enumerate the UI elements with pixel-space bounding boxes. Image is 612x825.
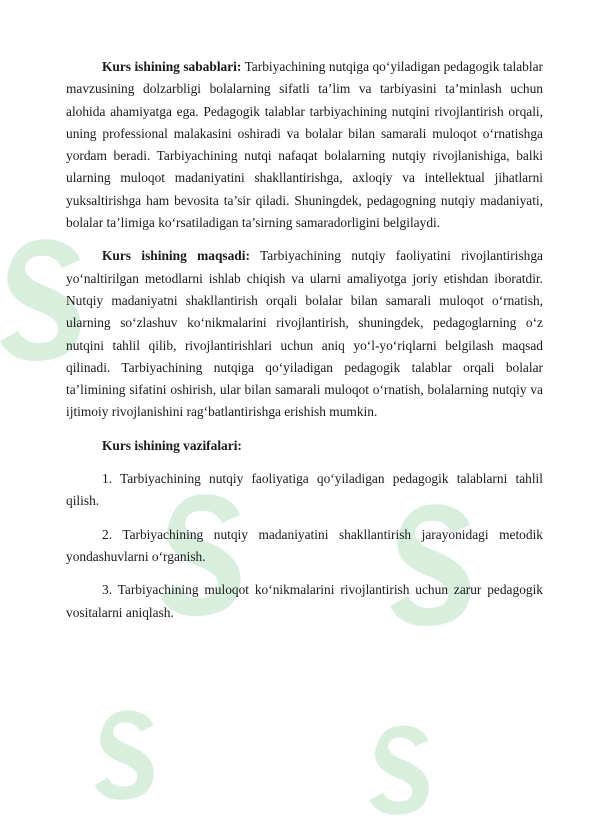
- watermark-logo: [355, 715, 465, 825]
- paragraph-label: Kurs ishining sabablari:: [102, 59, 242, 74]
- tasks-heading: [66, 435, 543, 457]
- tasks-heading-text: Kurs ishining vazifalari:: [102, 437, 242, 453]
- task-item: 2. Tarbiyachining nutqiy madaniyatini shakllantirish jarayonidagi metodik yondashuvlarni o‘rganish.: [66, 526, 543, 564]
- paragraph-label: Kurs ishining maqsadi:: [102, 248, 250, 264]
- task-item: 3. Tarbiyachining muloqot ko‘nikmalarini rivojlantirish uchun zarur pedagogik vositalarni aniqlash.: [66, 582, 543, 620]
- paragraph-text: Tarbiyachining nutqiy faoliyatini rivojlantirishga yo‘naltirilgan metodlarni ishlab chiqish va ularni amaliyotga joriy etishdan iboratdir. Nutqiy madaniyatni shakllantirish orqali bolalar bilan samarali muloqot o‘rnatish, ularning so‘zlashuv ko‘nikmalarini rivojlantirish, shuningdek, pedagoglarning o‘z nutqini tahlil qilib, rivojlantirishlari uchun aniq yo‘l-yo‘riqlarni belgilash maqsad qilinadi. Tarbiyachining nutqiga qo‘yiladigan pedagogik talablar orqali bolalar ta’limining sifatini oshirish, ular bilan samarali muloqot o‘rnatish, bolalarning nutqiy va ijtimoiy rivojlanishini rag‘batlantirishga erishish mumkin.: [66, 248, 543, 420]
- paragraph-goal: [66, 245, 543, 423]
- watermark-logo: [80, 700, 190, 810]
- document-body: [66, 56, 543, 635]
- paragraph-text: Tarbiyachining nutqiga qo‘yiladigan pedagogik talablar mavzusining dolzarbligi bolalarning sifatli ta’lim va tarbiyasini ta’minlash uchun alohida ahamiyatga ega. Pedagogik talablar tarbiyachining nutqini rivojlantirish orqali, uning professional malakasini oshiradi va bolalar bilan samarali muloqot o‘rnatishga yordam beradi. Tarbiyachining nutqi nafaqat bolalarning nutqiy rivojlanishiga, balki ularning muloqot madaniyatini shakllantirishga, axloqiy va intellektual jihatlarni yuksaltirishga ham bevosita ta’sir qiladi. Shuningdek, pedagogning nutqiy madaniyati, bolalar ta’limiga ko‘rsatiladigan ta’sirning samaradorligini belgilaydi.: [66, 59, 543, 231]
- task-item: 1. Tarbiyachining nutqiy faoliyatiga qo‘yiladigan pedagogik talablarni tahlil qilish.: [66, 471, 543, 509]
- paragraph-reasons: [66, 56, 543, 234]
